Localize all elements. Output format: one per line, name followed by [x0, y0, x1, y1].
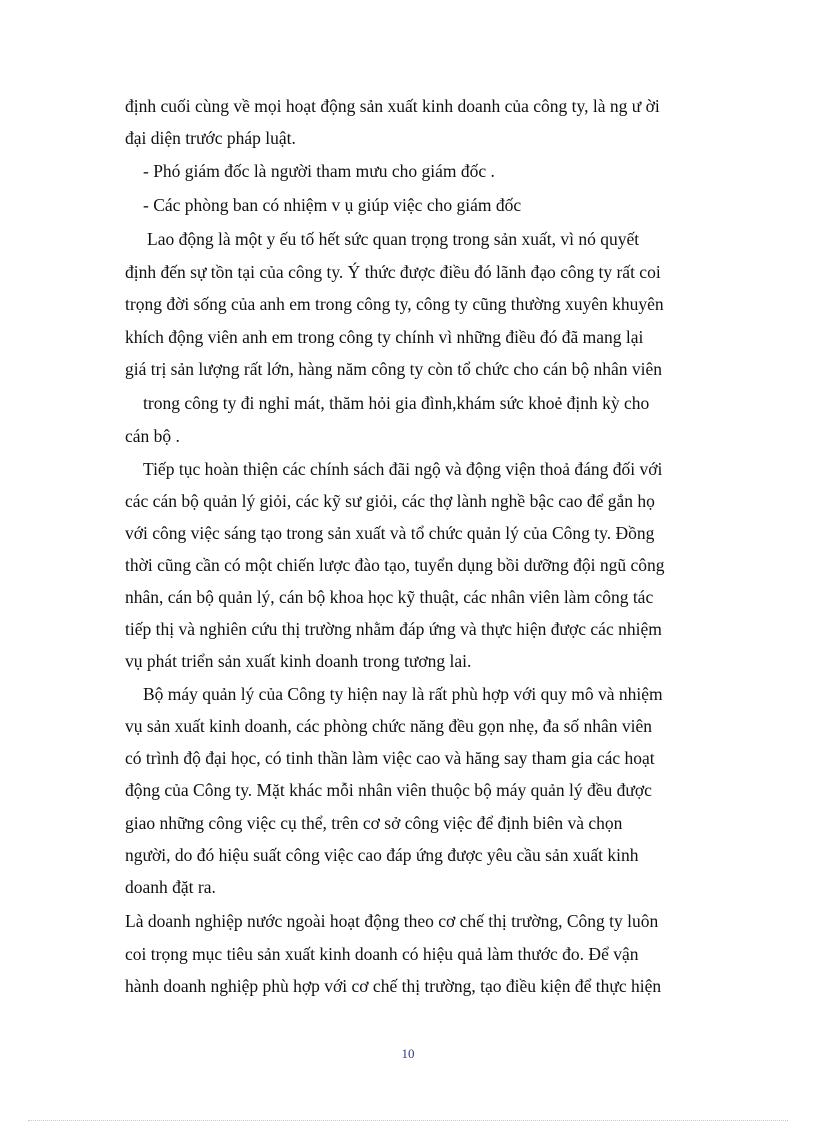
text-line: Bộ máy quản lý của Công ty hiện nay là rất phù hợp với quy mô và nhiệm: [143, 684, 663, 704]
text-line: Tiếp tục hoàn thiện các chính sách đãi ngộ và động viện thoả đáng đối với: [143, 459, 663, 479]
text-line: người, do đó hiệu suất công việc cao đáp ứng được yêu cầu sản xuất kinh: [125, 845, 639, 865]
text-line: vụ phát triển sản xuất kinh doanh trong tương lai.: [125, 651, 472, 671]
text-line: giá trị sản lượng rất lớn, hàng năm công ty còn tổ chức cho cán bộ nhân viên: [125, 359, 663, 379]
text-line: doanh đặt ra.: [125, 877, 216, 897]
text-line: Là doanh nghiệp nước ngoài hoạt động theo cơ chế thị trường, Công ty luôn: [125, 911, 659, 931]
text-line: thời cũng cần có một chiến lược đào tạo, tuyển dụng bồi dưỡng đội ngũ công: [125, 555, 665, 575]
text-line: khích động viên anh em trong công ty chính vì những điều đó đã mang lại: [125, 327, 644, 347]
text-line: với công việc sáng tạo trong sản xuất và tổ chức quản lý của Công ty. Đồng: [125, 523, 655, 543]
text-line: Lao động là một y ếu tố hết sức quan trọng trong sản xuất, vì nó quyết: [147, 229, 640, 249]
text-line: cán bộ .: [125, 426, 180, 446]
text-line: vụ sản xuất kinh doanh, các phòng chức năng đều gọn nhẹ, đa số nhân viên: [125, 716, 653, 736]
text-line: hành doanh nghiệp phù hợp với cơ chế thị trường, tạo điều kiện để thực hiện: [125, 976, 662, 996]
text-line: coi trọng mục tiêu sản xuất kinh doanh có hiệu quả làm thước đo. Để vận: [125, 944, 639, 964]
text-line: có trình độ đại học, có tinh thần làm việc cao và hăng say tham gia các hoạt: [125, 748, 655, 768]
text-line: định đến sự tồn tại của công ty. Ý thức được điều đó lãnh đạo công ty rất coi: [125, 262, 661, 282]
text-line: - Phó giám đốc là người tham mưu cho giám đốc .: [143, 161, 495, 181]
page-number: 10: [401, 1046, 415, 1061]
text-line: trong công ty đi nghỉ mát, thăm hỏi gia đình,khám sức khoẻ định kỳ cho: [143, 393, 650, 413]
text-line: nhân, cán bộ quản lý, cán bộ khoa học kỹ thuật, các nhân viên làm công tác: [125, 587, 654, 607]
text-line: - Các phòng ban có nhiệm v ụ giúp việc cho giám đốc: [143, 195, 522, 215]
text-line: định cuối cùng về mọi hoạt động sản xuất kinh doanh của công ty, là ng ư ời: [125, 96, 660, 116]
text-line: trọng đời sống của anh em trong công ty, công ty cũng thường xuyên khuyên: [125, 294, 664, 314]
text-line: động của Công ty. Mặt khác mỗi nhân viên thuộc bộ máy quản lý đều được: [125, 780, 652, 800]
text-line: các cán bộ quản lý giỏi, các kỹ sư giỏi, các thợ lành nghề bậc cao để gắn họ: [125, 491, 655, 511]
text-line: tiếp thị và nghiên cứu thị trường nhằm đáp ứng và thực hiện được các nhiệm: [125, 619, 662, 639]
text-line: giao những công việc cụ thể, trên cơ sở công việc để định biên và chọn: [125, 813, 623, 833]
page-border-divider: [28, 1120, 788, 1121]
text-line: đại diện trước pháp luật.: [125, 128, 296, 148]
